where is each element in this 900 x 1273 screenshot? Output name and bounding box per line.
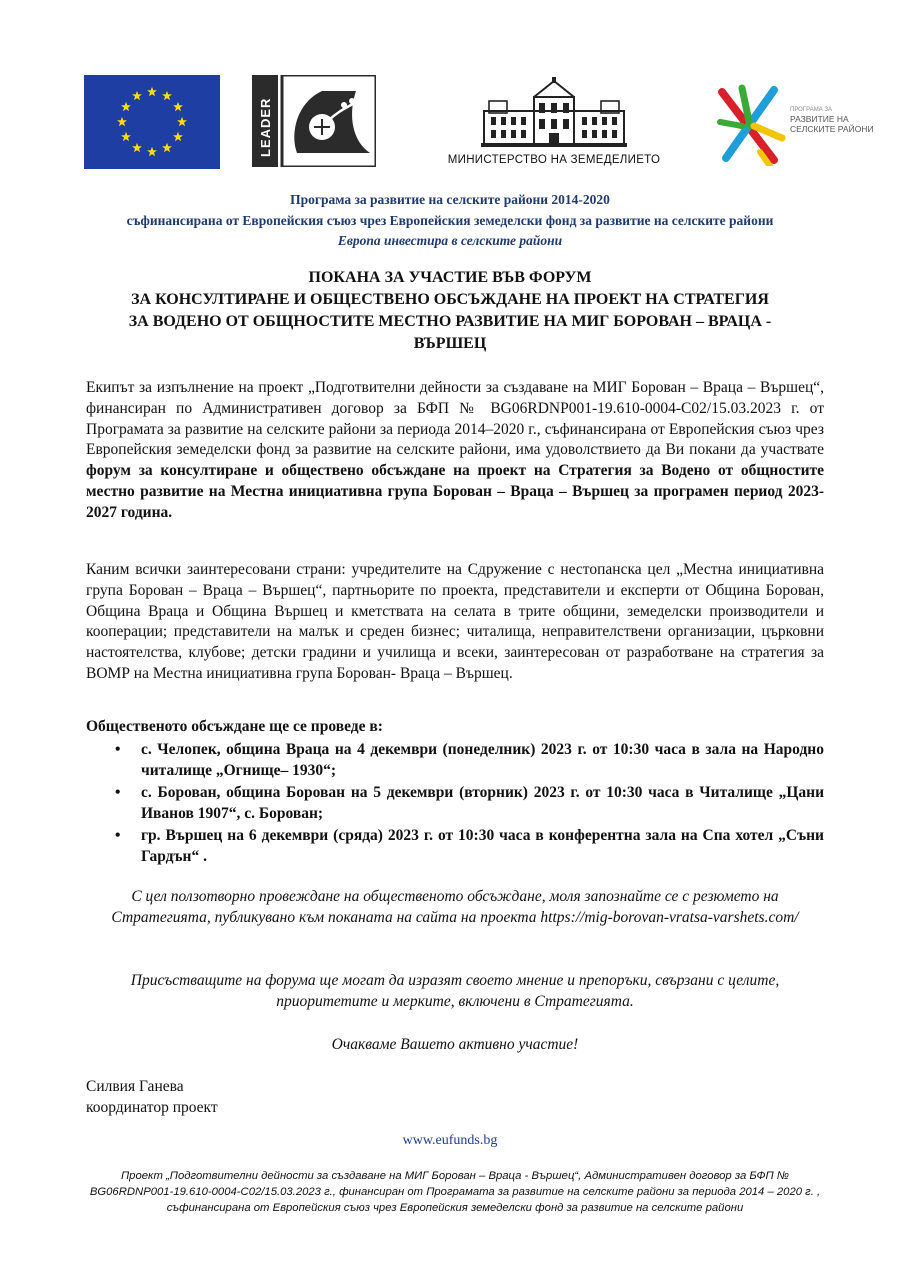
intro-text: Екипът за изпълнение на проект „Подготвителни дейности за създаване на МИГ Борован – Враца – Вършец“, финансиран по Административен договор за БФП № BG06RDNP001-19.610-0004-C02/15.03.2023 г. от Програмата за развитие на селските райони за периода 2014–2020 г., съфинансирана от Европейския съюз чрез Европейския земеделски фонд за развитие на селските райони, има удоволствието да Ви покани да участвате <box>86 379 824 459</box>
rdp-line2: РАЗВИТИЕ НА <box>790 114 849 124</box>
summary-note: С цел ползотворно провеждане на общественото обсъждане, моля запознайте се с резюмето на Стратегията, публикувано към поканата на сайта на проекта https://mig-borovan-vratsa-varshets.com/ <box>111 888 799 926</box>
eu-flag-logo <box>84 75 220 169</box>
bullet-icon: • <box>115 827 121 844</box>
eu-stars-icon <box>84 75 220 169</box>
website-link[interactable]: www.eufunds.bg <box>402 1133 498 1148</box>
venue-text: с. Борован, община Борован на 5 декември (вторник) 2023 г. от 10:30 часа в Читалище „Цани Иванов 1907“, с. Борован; <box>141 784 824 822</box>
rdp-line1: ПРОГРАМА ЗА <box>790 107 832 113</box>
signature-role: координатор проект <box>86 1099 218 1116</box>
venue-item <box>86 825 824 867</box>
venue-text: с. Челопек, община Враца на 4 декември (понеделник) 2023 г. от 10:30 часа в зала на Народно читалище „Огнище– 1930“; <box>141 741 824 779</box>
leader-text: LEADER <box>258 97 273 157</box>
header-programme: Програма за развитие на селските райони 2014-2020 <box>290 192 610 207</box>
expect-participation: Очакваме Вашето активно участие! <box>331 1036 579 1053</box>
invitation-title <box>110 267 790 355</box>
venue-item <box>86 782 824 824</box>
rdp-x-icon <box>712 82 788 166</box>
venue-item <box>86 739 824 781</box>
leader-logo <box>252 75 376 167</box>
bullet-icon: • <box>115 741 121 758</box>
footer-note: Проект „Подготвителни дейности за създаване на МИГ Борован – Враца - Вършец“, Административен договор за БФП № BG06RDNP001-19.610-0004-C02/15.03.2023 г., финансиран от Програмата за развитие на селските райони за периода 2014 – 2020 г. , съфинансирана от Европейския съюз чрез Европейския земеделски фонд за развитие на селските райони <box>89 1170 821 1214</box>
rdp-line3: СЕЛСКИТЕ РАЙОНИ <box>790 124 874 134</box>
header-europe-invests: Европа инвестира в селските райони <box>337 233 563 248</box>
title-line-3: ЗА ВОДЕНО ОТ ОБЩНОСТИТЕ МЕСТНО РАЗВИТИЕ НА МИГ БОРОВАН – ВРАЦА - <box>128 313 772 330</box>
venues-heading: Общественото обсъждане ще се проведе в: <box>86 718 383 735</box>
intro-bold-text: форум за консултиране и обществено обсъждане на проект на Стратегия за Водено от общностите местно развитие на Местна инициативна група Борован – Враца – Вършец за програмен период 2023-2027 година. <box>86 462 824 521</box>
rdp-text <box>790 107 874 134</box>
ministry-label: МИНИСТЕРСТВО НА ЗЕМЕДЕЛИЕТО <box>447 154 661 166</box>
bullet-icon: • <box>115 784 121 801</box>
ministry-building-icon <box>479 77 629 149</box>
invited-parties-paragraph: Каним всички заинтересовани страни: учредителите на Сдружение с нестопанска цел „Местна инициативна група Борован – Враца – Вършец“, партньорите по проекта, представители и експерти от Община Борован, Община Враца и Община Вършец и кметствата на селата в трите общини, земеделски производители и кооперации; представители на малък и среден бизнес; читалища, неправителствени организации, църковни настоятелства, клубове; детски градини и училища и всеки, заинтересован от разработване на стратегия за ВОМР на Местна инициативна група Борован- Враца – Вършец. <box>86 561 824 682</box>
venue-text: гр. Вършец на 6 декември (сряда) 2023 г. от 10:30 часа в конферентна зала на Спа хотел „Съни Гардън“ . <box>141 827 824 865</box>
venues-list <box>86 739 824 868</box>
title-line-4: ВЪРШЕЦ <box>413 335 487 352</box>
title-line-1: ПОКАНА ЗА УЧАСТИЕ ВЪВ ФОРУМ <box>308 269 592 286</box>
header-cofinanced: съфинансирана от Европейския съюз чрез Европейския земеделски фонд за развитие на селските райони <box>126 213 774 228</box>
signature-name: Силвия Ганева <box>86 1078 184 1095</box>
participants-note: Присъстващите на форума ще могат да изразят своето мнение и препоръки, свързани с целите, приоритетите и мерките, включени в Стратегията. <box>130 972 780 1010</box>
ministry-logo <box>445 77 663 171</box>
signature <box>86 1076 218 1118</box>
rdp-logo <box>712 82 882 166</box>
intro-paragraph <box>86 378 824 524</box>
title-line-2: ЗА КОНСУЛТИРАНЕ И ОБЩЕСТВЕНО ОБСЪЖДАНЕ НА ПРОЕКТ НА СТРАТЕГИЯ <box>131 291 769 308</box>
